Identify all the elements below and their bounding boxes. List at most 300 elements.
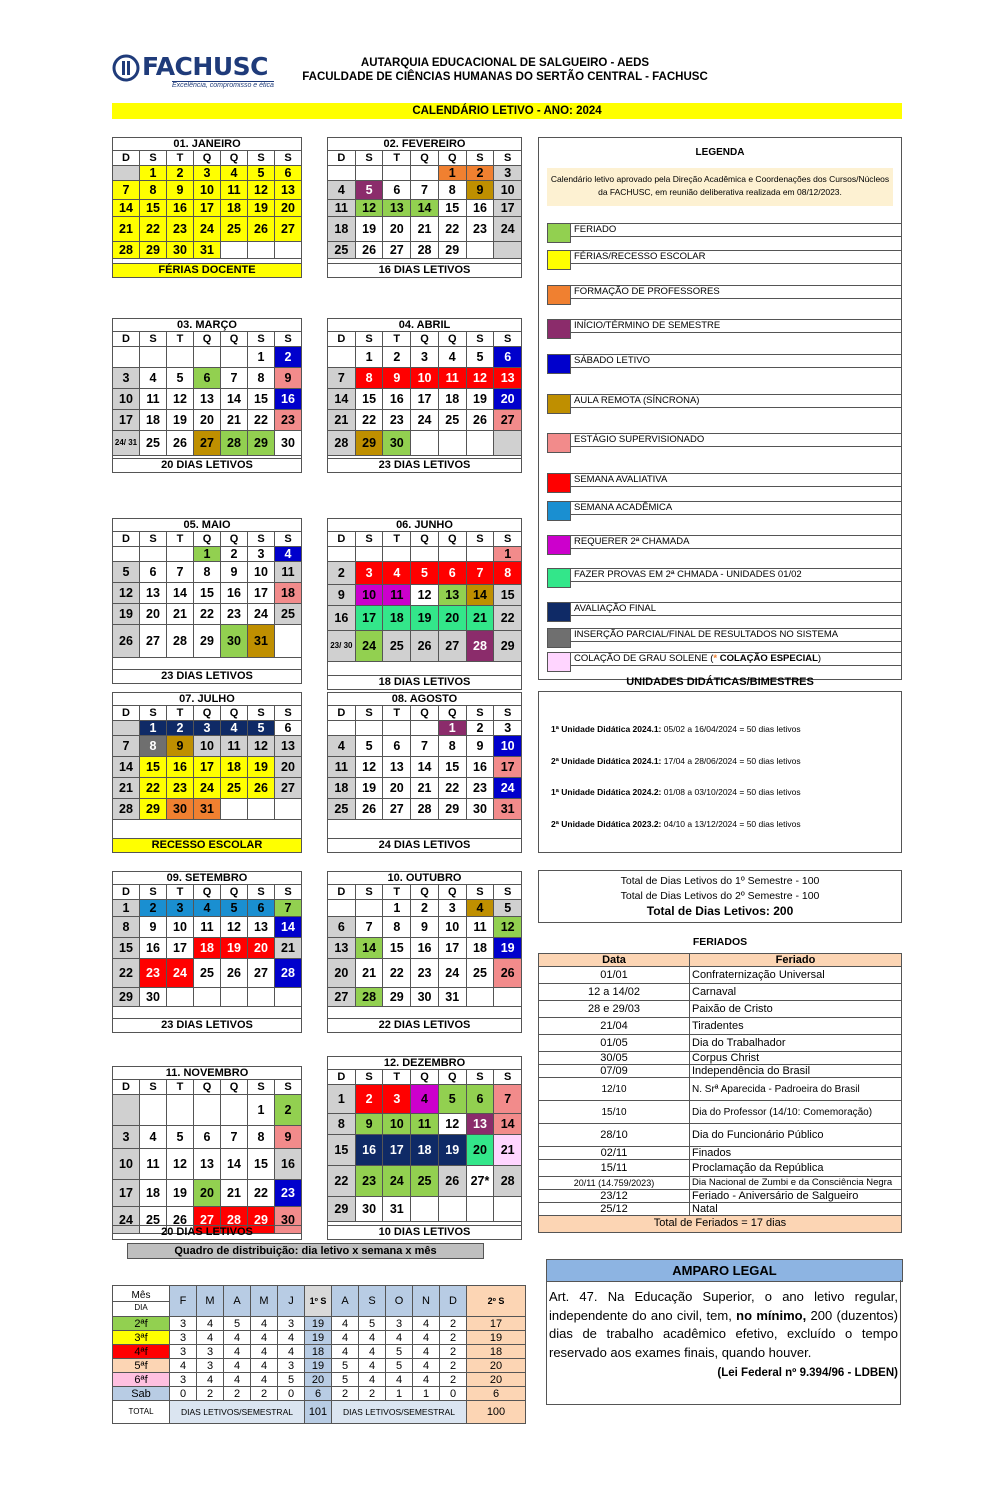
weekday-label: S xyxy=(356,332,384,346)
legend-label: COLAÇÃO DE GRAU SOLENE (* COLAÇÃO ESPECIAL) xyxy=(571,652,901,666)
day-cell xyxy=(113,166,140,180)
weekday-header xyxy=(113,885,301,900)
totals-panel xyxy=(538,870,902,923)
day-cell: 25 xyxy=(383,631,411,661)
day-cell xyxy=(383,721,411,735)
feriado-data: 12 a 14/02 xyxy=(539,984,690,1001)
day-cell xyxy=(467,242,495,258)
week-row xyxy=(113,389,301,410)
day-cell: 30 xyxy=(275,1207,301,1233)
day-cell: 22 xyxy=(328,1166,356,1196)
weekday-label: S xyxy=(284,886,292,898)
day-cell: 15 xyxy=(356,389,384,409)
legend-label-text: INSERÇÃO PARCIAL/FINAL DE RESULTADOS NO SISTEMA xyxy=(574,629,839,640)
day-cell: 19 xyxy=(167,1180,194,1206)
feriado-nome: Dia do Trabalhador xyxy=(690,1035,902,1052)
weekday-label: D xyxy=(328,1070,356,1084)
legend-item xyxy=(547,433,901,453)
day-cell xyxy=(221,1095,248,1125)
day-cell: 15 xyxy=(439,200,467,216)
weekday-label: S xyxy=(356,532,384,546)
quadro-header-row xyxy=(113,1286,526,1317)
feriado-row xyxy=(539,1177,902,1190)
feriado-row xyxy=(539,1078,902,1101)
day-cell xyxy=(411,431,439,455)
quadro-value: 17 xyxy=(467,1317,526,1331)
day-cell xyxy=(275,799,301,819)
day-cell: 12 xyxy=(356,200,384,216)
quadro-month-header: 1º S xyxy=(305,1286,332,1317)
weekday-label: Q xyxy=(439,532,467,546)
day-cell: 8 xyxy=(328,1114,356,1134)
quadro-value: 4 xyxy=(332,1345,359,1359)
month-footer: 18 DIAS LETIVOS xyxy=(328,675,521,689)
feriado-row xyxy=(539,1052,902,1065)
feriados-total: Total de Feriados = 17 dias xyxy=(539,1216,902,1233)
day-cell: 13 xyxy=(275,736,301,756)
feriado-data: 02/11 xyxy=(539,1147,690,1160)
month-title: 11. NOVEMBRO xyxy=(113,1067,301,1080)
day-cell: 25 xyxy=(221,778,248,798)
feriado-nome: Confraternização Universal xyxy=(690,967,902,984)
day-cell: 3 xyxy=(383,1085,411,1113)
day-cell: 22 xyxy=(383,959,411,987)
week-row xyxy=(113,562,301,583)
quadro-value: 2 xyxy=(224,1387,251,1401)
week-row xyxy=(328,959,521,988)
day-cell: 18 xyxy=(411,1135,439,1165)
quadro-row xyxy=(113,1317,526,1331)
legend-swatch xyxy=(547,535,571,555)
quadro-value: 0 xyxy=(278,1387,305,1401)
day-cell: 8 xyxy=(439,736,467,756)
day-cell: 26 xyxy=(411,631,439,661)
day-cell: 23 xyxy=(383,410,411,430)
day-cell: 11 xyxy=(439,368,467,388)
weekday-label: Q xyxy=(411,151,439,165)
legend-label-text: INÍCIO/TÉRMINO DE SEMESTRE xyxy=(574,320,721,331)
day-cell: 4 xyxy=(140,1126,167,1148)
legend-item xyxy=(547,602,901,622)
day-cell xyxy=(328,900,356,916)
legend-swatch xyxy=(547,285,571,305)
day-cell xyxy=(328,347,356,367)
week-row xyxy=(113,547,301,562)
day-cell: 24 xyxy=(494,217,521,241)
day-cell: 26 xyxy=(248,217,275,241)
quadro-month-header: M xyxy=(251,1286,278,1317)
feriado-data: 23/12 xyxy=(539,1190,690,1203)
day-cell: 7 xyxy=(328,368,356,388)
day-cell: 1 xyxy=(140,166,167,180)
weekday-label: S xyxy=(504,152,512,164)
day-cell: 17 xyxy=(167,938,194,958)
day-cell: 14 xyxy=(411,757,439,777)
day-cell: 7 xyxy=(411,181,439,199)
quadro-month-header: 2º S xyxy=(467,1286,526,1317)
feriados-col-data: Data xyxy=(539,954,690,967)
day-cell: 1 xyxy=(113,900,140,916)
day-cell: 8 xyxy=(248,368,275,388)
day-cell: 5 xyxy=(356,736,384,756)
day-cell: 18 xyxy=(221,757,248,777)
day-cell xyxy=(248,988,275,1006)
day-cell: 12 xyxy=(439,1114,467,1134)
unidade-line xyxy=(551,819,801,829)
day-cell: 16 xyxy=(167,757,194,777)
month-title: 06. JUNHO xyxy=(328,519,521,532)
day-cell xyxy=(221,347,248,367)
feriado-data: 28 e 29/03 xyxy=(539,1001,690,1018)
day-cell: 12 xyxy=(167,1149,194,1179)
day-cell: 11 xyxy=(140,389,167,409)
day-cell: 30 xyxy=(383,431,411,455)
legend-item xyxy=(547,568,901,588)
day-cell: 20 xyxy=(248,938,275,958)
day-cell: 17 xyxy=(113,1180,140,1206)
day-cell: 23 xyxy=(467,217,495,241)
month-footer: 23 DIAS LETIVOS xyxy=(113,669,301,683)
day-cell: 29 xyxy=(140,799,167,819)
day-cell: 12 xyxy=(113,583,140,603)
day-cell: 17 xyxy=(494,757,521,777)
week-row xyxy=(113,938,301,959)
day-cell xyxy=(467,431,495,455)
day-cell: 22 xyxy=(194,604,221,624)
month-title: 01. JANEIRO xyxy=(113,138,301,151)
weekday-label: T xyxy=(383,706,411,720)
day-cell: 20 xyxy=(467,1135,495,1165)
week-row xyxy=(113,736,301,757)
day-cell: 26 xyxy=(248,778,275,798)
day-cell: 2 xyxy=(140,900,167,916)
quadro-value: 0 xyxy=(170,1387,197,1401)
day-cell: 25 xyxy=(411,1166,439,1196)
day-cell: 16 xyxy=(275,1149,301,1179)
day-cell: 6 xyxy=(328,917,356,937)
weekday-label: S xyxy=(504,533,512,545)
weekday-label: S xyxy=(248,332,275,346)
weekday-label: S xyxy=(140,151,167,165)
weekday-label: Q xyxy=(194,151,221,165)
day-cell: 24 xyxy=(439,959,467,987)
weekday-label: T xyxy=(383,1070,411,1084)
day-cell xyxy=(221,988,248,1006)
legend-label xyxy=(571,319,901,333)
special-mark: * xyxy=(713,653,718,664)
day-cell: 23 xyxy=(411,959,439,987)
day-cell: 1 xyxy=(494,547,521,561)
quadro-value: 3 xyxy=(278,1317,305,1331)
weekday-label: Q xyxy=(221,1080,248,1094)
day-cell: 4 xyxy=(439,347,467,367)
week-row xyxy=(328,217,521,242)
day-cell: 21 xyxy=(356,959,384,987)
week-row xyxy=(328,917,521,938)
day-cell: 18 xyxy=(140,1180,167,1206)
quadro-value: 0 xyxy=(440,1387,467,1401)
day-cell: 27 xyxy=(328,988,356,1006)
weekday-label: D xyxy=(113,706,140,720)
quadro-month-header: J xyxy=(278,1286,305,1317)
day-cell: 25 xyxy=(275,604,301,624)
weekday-label: D xyxy=(113,885,140,899)
weekday-label: S xyxy=(356,706,384,720)
legend-label xyxy=(571,223,901,237)
weekday-label: T xyxy=(383,151,411,165)
quadro-day: 3ªf xyxy=(113,1331,170,1345)
legend-swatch xyxy=(547,223,571,243)
day-cell: 22 xyxy=(439,217,467,241)
feriado-row xyxy=(539,1018,902,1035)
weekday-label: D xyxy=(328,532,356,546)
weekday-label: T xyxy=(167,1080,194,1094)
day-cell: 17 xyxy=(248,583,275,603)
weekday-label: T xyxy=(383,885,411,899)
legend-swatch xyxy=(547,501,571,521)
day-cell: 29 xyxy=(328,1197,356,1221)
feriado-nome: Natal xyxy=(690,1203,902,1216)
feriado-nome: Paixão de Cristo xyxy=(690,1001,902,1018)
amparo-text xyxy=(546,1280,901,1405)
day-cell: 22 xyxy=(439,778,467,798)
weekday-header xyxy=(328,332,521,347)
day-cell: 8 xyxy=(113,917,140,937)
day-cell: 2 xyxy=(275,347,301,367)
day-cell: 17 xyxy=(439,938,467,958)
weekday-label: T xyxy=(167,706,194,720)
day-cell: 21 xyxy=(411,217,439,241)
quadro-value: 5 xyxy=(332,1359,359,1373)
feriado-row xyxy=(539,1190,902,1203)
day-cell: 21 xyxy=(113,778,140,798)
logo-name: FACHUSC xyxy=(142,52,268,81)
month-title: 05. MAIO xyxy=(113,519,301,532)
weekday-label: S xyxy=(284,152,292,164)
legend-swatch xyxy=(547,473,571,493)
header-line-1: AUTARQUIA EDUCACIONAL DE SALGUEIRO - AEDS xyxy=(360,57,650,69)
unidade-range: 04/10 a 13/12/2024 = 50 dias letivos xyxy=(661,818,801,829)
day-cell: 7 xyxy=(167,562,194,582)
legend-label xyxy=(571,628,901,642)
day-cell: 4 xyxy=(411,1085,439,1113)
day-cell: 11 xyxy=(383,585,411,605)
day-cell: 18 xyxy=(328,778,356,798)
weekday-label: S xyxy=(467,1070,495,1084)
legend-label-text: ESTÁGIO SUPERVISIONADO xyxy=(574,434,705,445)
day-cell: 28 xyxy=(467,631,495,661)
day-cell: 3 xyxy=(194,721,221,735)
day-cell: 27 xyxy=(383,799,411,819)
day-cell: 6 xyxy=(275,166,301,180)
quadro-month-header: N xyxy=(413,1286,440,1317)
week-row xyxy=(328,900,521,917)
day-cell: 7 xyxy=(113,181,140,199)
legend-item xyxy=(547,354,901,374)
weekday-label: D xyxy=(328,885,356,899)
day-cell: 25 xyxy=(328,799,356,819)
weekday-label: Q xyxy=(439,706,467,720)
day-cell: 10 xyxy=(494,736,521,756)
day-cell: 6 xyxy=(194,368,221,388)
weekday-header xyxy=(328,1070,521,1085)
week-row xyxy=(113,625,301,658)
weekday-label: Q xyxy=(439,151,467,165)
legend-label-text: SEMANA ACADÊMICA xyxy=(574,502,673,513)
feriado-nome: Dia Nacional de Zumbi e da Consciência Negra xyxy=(690,1177,902,1190)
weekday-label: S xyxy=(356,151,384,165)
quadro-row xyxy=(113,1387,526,1401)
day-cell: 9 xyxy=(356,1114,384,1134)
legend-swatch xyxy=(547,568,571,588)
quadro-month-header: S xyxy=(359,1286,386,1317)
day-cell: 3 xyxy=(113,368,140,388)
quadro-total-s1: 101 xyxy=(305,1401,332,1424)
day-cell: 14 xyxy=(467,585,495,605)
day-cell: 2 xyxy=(167,166,194,180)
amparo-text-b: 200 (duzentos) dias de trabalho acadêmico efetivo, excluído o tempo reservado aos exames finais, quando houver. xyxy=(549,1307,898,1360)
day-cell: 6 xyxy=(140,562,167,582)
weekday-label: Q xyxy=(221,706,248,720)
feriado-nome: Independência do Brasil xyxy=(690,1065,902,1078)
day-cell: 26 xyxy=(113,625,140,657)
quadro-value: 4 xyxy=(413,1331,440,1345)
day-cell: 19 xyxy=(439,1135,467,1165)
day-cell xyxy=(194,1095,221,1125)
month-footer: RECESSO ESCOLAR xyxy=(113,838,301,852)
week-row xyxy=(113,410,301,431)
day-cell: 14 xyxy=(221,1149,248,1179)
feriado-nome: Corpus Christ xyxy=(690,1052,902,1065)
weekday-label: D xyxy=(113,151,140,165)
day-cell: 12 xyxy=(167,389,194,409)
day-cell: 8 xyxy=(140,736,167,756)
month-jan xyxy=(112,137,302,278)
day-cell: 3 xyxy=(167,900,194,916)
day-cell: 9 xyxy=(275,368,301,388)
day-cell: 16 xyxy=(467,757,495,777)
feriado-nome: Dia do Funcionário Público xyxy=(690,1124,902,1147)
day-cell xyxy=(356,166,384,180)
month-ago xyxy=(327,692,522,853)
day-cell: 13 xyxy=(383,757,411,777)
weekday-label: Q xyxy=(221,151,248,165)
day-cell: 1 xyxy=(248,347,275,367)
day-cell: 27 xyxy=(248,959,275,987)
day-cell xyxy=(140,547,167,561)
day-cell xyxy=(494,988,521,1006)
day-cell: 8 xyxy=(356,368,384,388)
quadro-month-header: A xyxy=(332,1286,359,1317)
quadro-day: 4ªf xyxy=(113,1345,170,1359)
day-cell: 7 xyxy=(221,1126,248,1148)
day-cell: 16 xyxy=(467,200,495,216)
quadro-day: 2ªf xyxy=(113,1317,170,1331)
day-cell: 20 xyxy=(383,217,411,241)
day-cell: 23 xyxy=(275,410,301,430)
quadro-total-label: TOTAL xyxy=(113,1401,170,1424)
day-cell xyxy=(275,242,301,258)
day-cell: 14 xyxy=(221,389,248,409)
day-cell xyxy=(356,721,384,735)
day-cell: 18 xyxy=(140,410,167,430)
day-cell: 29 xyxy=(113,988,140,1006)
day-cell: 7 xyxy=(275,900,301,916)
day-cell: 24 xyxy=(248,604,275,624)
day-cell xyxy=(494,431,521,455)
weekday-label: Q xyxy=(194,706,221,720)
quadro-value: 4 xyxy=(224,1359,251,1373)
day-cell: 28 xyxy=(221,1207,248,1233)
day-cell: 24/ 31 xyxy=(113,431,140,455)
feriados-table xyxy=(538,953,902,1233)
legend-label xyxy=(571,568,901,582)
day-cell: 13 xyxy=(494,368,521,388)
quadro-table xyxy=(112,1285,526,1424)
weekday-label: S xyxy=(284,333,292,345)
quadro-total-text: DIAS LETIVOS/SEMESTRAL xyxy=(170,1401,305,1424)
week-row xyxy=(328,606,521,631)
quadro-value: 4 xyxy=(413,1359,440,1373)
weekday-label: Q xyxy=(221,532,248,546)
day-cell: 1 xyxy=(383,900,411,916)
day-cell: 20 xyxy=(439,606,467,630)
quadro-value: 1 xyxy=(413,1387,440,1401)
day-cell: 24 xyxy=(194,217,221,241)
feriado-row xyxy=(539,967,902,984)
day-cell: 9 xyxy=(167,736,194,756)
month-jul xyxy=(112,692,302,853)
weekday-label: D xyxy=(113,332,140,346)
unidade-name: 2ª Unidade Didática 2023.2: xyxy=(551,818,662,829)
quadro-value: 19 xyxy=(467,1331,526,1345)
feriado-nome: Carnaval xyxy=(690,984,902,1001)
quadro-value: 5 xyxy=(386,1345,413,1359)
day-cell xyxy=(467,547,495,561)
feriados-title: FERIADOS xyxy=(692,936,748,948)
day-cell: 7 xyxy=(411,736,439,756)
day-cell: 12 xyxy=(221,917,248,937)
quadro-value: 4 xyxy=(278,1331,305,1345)
week-row xyxy=(113,1180,301,1207)
day-cell: 20 xyxy=(275,200,301,216)
day-cell: 26 xyxy=(494,959,521,987)
day-cell: 10 xyxy=(194,736,221,756)
day-cell: 2 xyxy=(167,721,194,735)
day-cell: 7 xyxy=(467,562,495,584)
day-cell: 16 xyxy=(221,583,248,603)
day-cell xyxy=(194,347,221,367)
day-cell: 17 xyxy=(194,757,221,777)
weekday-label: Q xyxy=(439,885,467,899)
legend-label xyxy=(571,501,901,515)
day-cell: 5 xyxy=(167,368,194,388)
quadro-total-s2: 100 xyxy=(467,1401,526,1424)
day-cell: 6 xyxy=(383,736,411,756)
weekday-label: S xyxy=(140,532,167,546)
legend-label-text: REQUERER 2ª CHAMADA xyxy=(574,536,690,547)
weekday-label: Q xyxy=(194,532,221,546)
day-cell: 8 xyxy=(439,181,467,199)
legend-item xyxy=(547,319,901,339)
quadro-month-header: D xyxy=(440,1286,467,1317)
day-cell: 30 xyxy=(221,625,248,657)
weekday-header xyxy=(113,151,301,166)
day-cell: 22 xyxy=(140,217,167,241)
week-row xyxy=(113,583,301,604)
quadro-value: 4 xyxy=(170,1359,197,1373)
day-cell: 27 xyxy=(275,778,301,798)
